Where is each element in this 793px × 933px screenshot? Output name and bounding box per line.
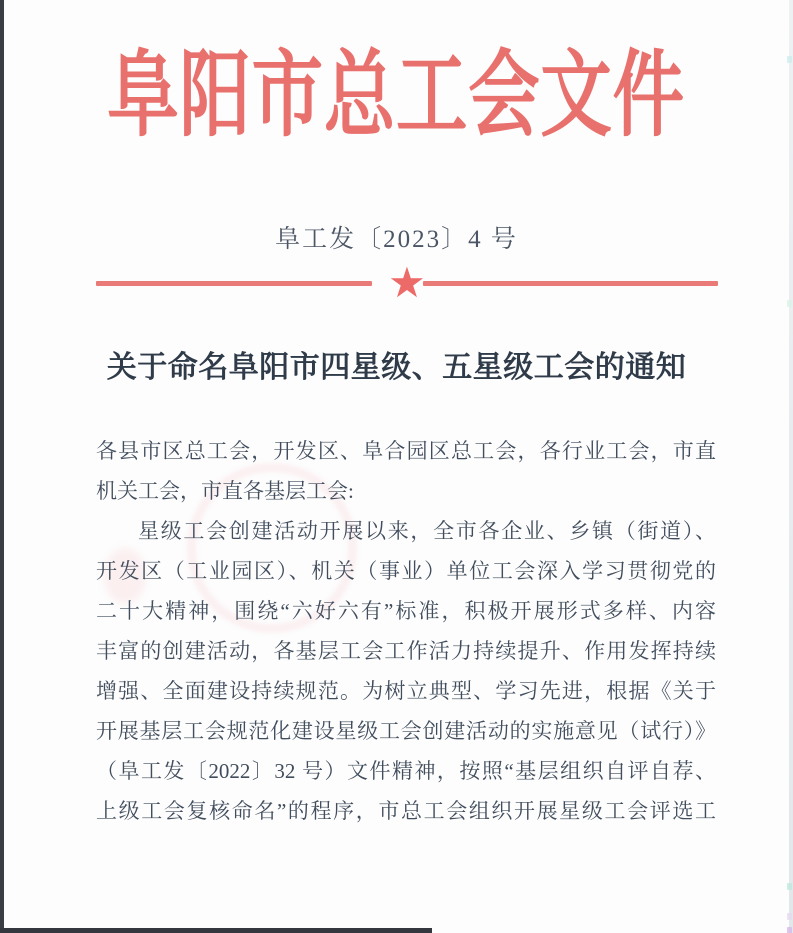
notice-title: 关于命名阜阳市四星级、五星级工会的通知 bbox=[106, 351, 687, 384]
body-line: 丰富的创建活动，各基层工会工作活力持续提升、作用发挥持续 bbox=[96, 639, 716, 663]
letterhead bbox=[0, 44, 793, 175]
star-icon: ★ bbox=[388, 258, 426, 307]
scan-artifact-dash bbox=[787, 300, 792, 307]
body-line: 增强、全面建设持续规范。为树立典型、学习先进，根据《关于 bbox=[96, 679, 716, 703]
letterhead-title: 阜阳市总工会文件 bbox=[107, 44, 686, 148]
scan-artifact-dash bbox=[787, 883, 792, 890]
body-line: 机关工会，市直各基层工会: bbox=[96, 479, 354, 503]
body-line: （阜工发〔2022〕32 号）文件精神，按照“基层组织自评自荐、 bbox=[96, 759, 716, 783]
body-line: 二十大精神，围绕“六好六有”标准，积极开展形式多样、内容 bbox=[96, 599, 716, 623]
red-divider-line bbox=[96, 258, 718, 307]
document-number: 阜工发〔2023〕4 号 bbox=[275, 226, 518, 253]
red-divider-right-segment bbox=[423, 281, 718, 286]
body-text bbox=[96, 431, 716, 831]
body-line: 星级工会创建活动开展以来，全市各企业、乡镇（街道）、 bbox=[138, 519, 716, 543]
body-line: 开展基层工会规范化建设星级工会创建活动的实施意见（试行）》 bbox=[96, 719, 716, 743]
body-line: 开发区（工业园区）、机关（事业）单位工会深入学习贯彻党的 bbox=[96, 559, 716, 583]
body-line: 各县市区总工会，开发区、阜合园区总工会，各行业工会，市直 bbox=[96, 439, 716, 463]
body-line: 上级工会复核命名”的程序，市总工会组织开展星级工会评选工 bbox=[96, 799, 716, 823]
scan-artifact-dash bbox=[787, 913, 792, 920]
red-divider-left-segment bbox=[96, 281, 372, 286]
scan-edge-bottom bbox=[0, 928, 432, 933]
scan-artifact-dash bbox=[787, 927, 792, 933]
